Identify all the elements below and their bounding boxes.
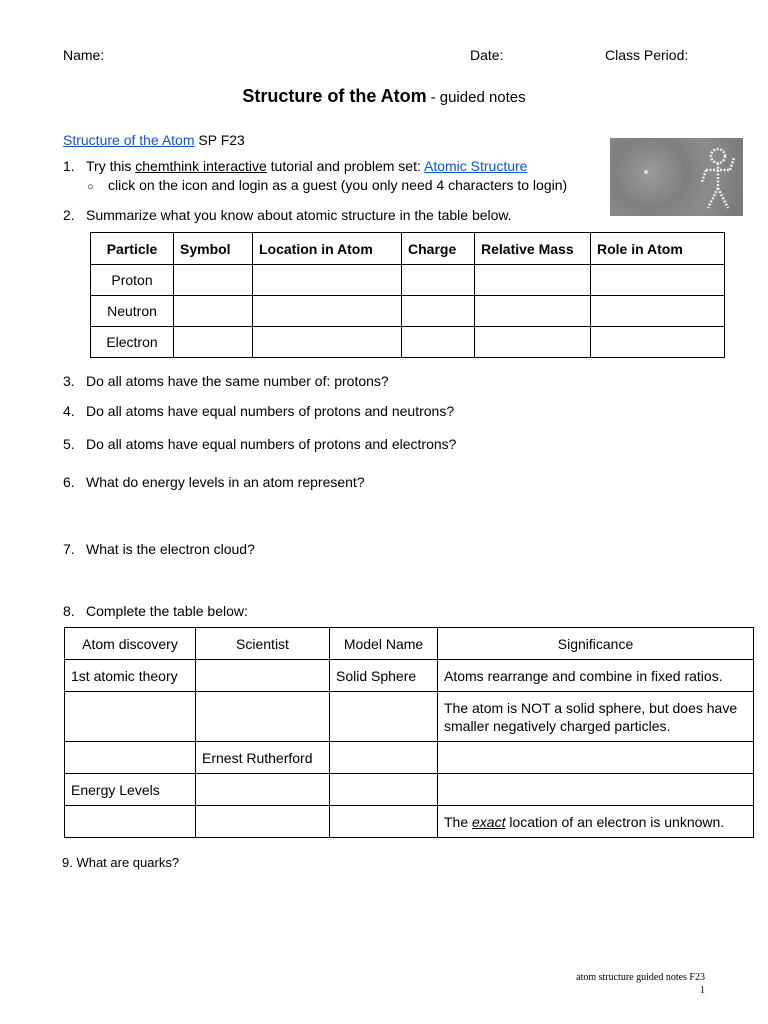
table-cell[interactable] bbox=[591, 296, 725, 327]
table-cell[interactable] bbox=[65, 692, 196, 742]
q1-bullet bbox=[87, 177, 567, 193]
q5-text: Do all atoms have equal numbers of protons and electrons? bbox=[86, 436, 457, 452]
table-cell[interactable] bbox=[591, 327, 725, 358]
significance-text-post: location of an electron is unknown. bbox=[505, 814, 725, 830]
q6-number: 6. bbox=[63, 474, 75, 490]
table-cell[interactable] bbox=[174, 265, 253, 296]
table-cell[interactable] bbox=[330, 742, 438, 774]
table-row bbox=[65, 692, 754, 742]
table-cell[interactable] bbox=[196, 774, 330, 806]
table-cell[interactable] bbox=[196, 660, 330, 692]
table-cell[interactable] bbox=[196, 692, 330, 742]
table-cell[interactable] bbox=[438, 742, 754, 774]
title-main: Structure of the Atom bbox=[242, 86, 427, 106]
table-row bbox=[91, 265, 725, 296]
atomic-structure-link[interactable]: Atomic Structure bbox=[423, 158, 528, 174]
table-cell[interactable] bbox=[253, 296, 402, 327]
q1-number: 1. bbox=[63, 158, 75, 174]
atom-figure-image bbox=[610, 138, 743, 216]
table-cell: Energy Levels bbox=[65, 774, 196, 806]
table-cell[interactable] bbox=[475, 265, 591, 296]
q8-number: 8. bbox=[63, 603, 75, 619]
atom-discovery-table bbox=[64, 627, 754, 838]
table-header-cell: Significance bbox=[438, 628, 754, 660]
class-period-label: Class Period: bbox=[605, 47, 689, 63]
footer-page-number: 1 bbox=[700, 985, 705, 996]
q1-text-pre: Try this bbox=[86, 158, 136, 174]
table-row bbox=[65, 774, 754, 806]
q3-text: Do all atoms have the same number of: protons? bbox=[86, 373, 389, 389]
table-cell[interactable] bbox=[402, 327, 475, 358]
q5-number: 5. bbox=[63, 436, 75, 452]
table-cell[interactable] bbox=[591, 265, 725, 296]
page-footer bbox=[576, 971, 705, 997]
question-1 bbox=[63, 158, 527, 174]
table-cell[interactable] bbox=[438, 774, 754, 806]
table-cell[interactable] bbox=[475, 327, 591, 358]
particle-table bbox=[90, 232, 725, 358]
q8-text: Complete the table below: bbox=[86, 603, 248, 619]
table-cell[interactable] bbox=[402, 296, 475, 327]
table-header-cell: Scientist bbox=[196, 628, 330, 660]
question-2 bbox=[63, 207, 512, 223]
q2-text: Summarize what you know about atomic structure in the table below. bbox=[86, 207, 512, 223]
q2-number: 2. bbox=[63, 207, 75, 223]
significance-text-emphasis: exact bbox=[472, 814, 506, 830]
table-cell: Solid Sphere bbox=[330, 660, 438, 692]
question-7 bbox=[63, 541, 255, 557]
table-cell[interactable] bbox=[330, 806, 438, 838]
footer-doc-name: atom structure guided notes F23 bbox=[576, 972, 705, 983]
particle-cell: Proton bbox=[91, 265, 174, 296]
table-cell: 1st atomic theory bbox=[65, 660, 196, 692]
q1-bullet-text: click on the icon and login as a guest (you only need 4 characters to login) bbox=[108, 177, 568, 193]
table-header-cell: Particle bbox=[91, 233, 174, 265]
table-cell[interactable] bbox=[330, 692, 438, 742]
q3-number: 3. bbox=[63, 373, 75, 389]
table-cell: Ernest Rutherford bbox=[196, 742, 330, 774]
stick-figure-icon bbox=[610, 138, 743, 216]
table-header-cell: Symbol bbox=[174, 233, 253, 265]
intro-line bbox=[63, 132, 245, 148]
intro-suffix: SP F23 bbox=[198, 132, 245, 148]
table-cell: The atom is NOT a solid sphere, but does have smaller negatively charged particles. bbox=[438, 692, 754, 742]
hollow-bullet-icon: ○ bbox=[87, 181, 94, 193]
table-cell[interactable] bbox=[65, 742, 196, 774]
table-cell[interactable] bbox=[174, 296, 253, 327]
table-row bbox=[91, 296, 725, 327]
title-sub: - guided notes bbox=[430, 89, 526, 106]
q4-text: Do all atoms have equal numbers of protons and neutrons? bbox=[86, 403, 455, 419]
table-row bbox=[65, 742, 754, 774]
table-header-cell: Model Name bbox=[330, 628, 438, 660]
table-cell[interactable] bbox=[196, 806, 330, 838]
table-cell[interactable] bbox=[253, 265, 402, 296]
table-header-cell: Role in Atom bbox=[591, 233, 725, 265]
question-9: 9. What are quarks? bbox=[62, 855, 180, 870]
table-header-cell: Relative Mass bbox=[475, 233, 591, 265]
significance-text-pre: The bbox=[444, 814, 473, 830]
particle-cell: Neutron bbox=[91, 296, 174, 327]
q4-number: 4. bbox=[63, 403, 75, 419]
table-row bbox=[65, 806, 754, 838]
question-8 bbox=[63, 603, 248, 619]
table-row bbox=[91, 327, 725, 358]
structure-of-atom-link[interactable]: Structure of the Atom bbox=[63, 132, 195, 148]
table-cell[interactable] bbox=[330, 774, 438, 806]
table-cell: Atoms rearrange and combine in fixed ratios. bbox=[438, 660, 754, 692]
table-header-cell: Charge bbox=[402, 233, 475, 265]
q7-number: 7. bbox=[63, 541, 75, 557]
table-cell[interactable] bbox=[475, 296, 591, 327]
particle-cell: Electron bbox=[91, 327, 174, 358]
table-header-cell: Atom discovery bbox=[65, 628, 196, 660]
date-label: Date: bbox=[470, 47, 504, 63]
question-5 bbox=[63, 436, 456, 452]
question-6 bbox=[63, 474, 365, 490]
q6-text: What do energy levels in an atom represent? bbox=[86, 474, 365, 490]
q1-text-mid: tutorial and problem set: bbox=[266, 158, 424, 174]
table-cell bbox=[438, 806, 754, 838]
table-cell[interactable] bbox=[174, 327, 253, 358]
table-row bbox=[65, 660, 754, 692]
q7-text: What is the electron cloud? bbox=[86, 541, 255, 557]
name-label: Name: bbox=[63, 47, 105, 63]
question-3 bbox=[63, 373, 389, 389]
table-cell[interactable] bbox=[65, 806, 196, 838]
table-header-row bbox=[65, 628, 754, 660]
chemthink-link[interactable]: chemthink interactive bbox=[135, 158, 267, 174]
table-header-row bbox=[91, 233, 725, 265]
table-cell[interactable] bbox=[253, 327, 402, 358]
table-cell[interactable] bbox=[402, 265, 475, 296]
table-header-cell: Location in Atom bbox=[253, 233, 402, 265]
question-4 bbox=[63, 403, 454, 419]
page-title bbox=[0, 86, 768, 107]
